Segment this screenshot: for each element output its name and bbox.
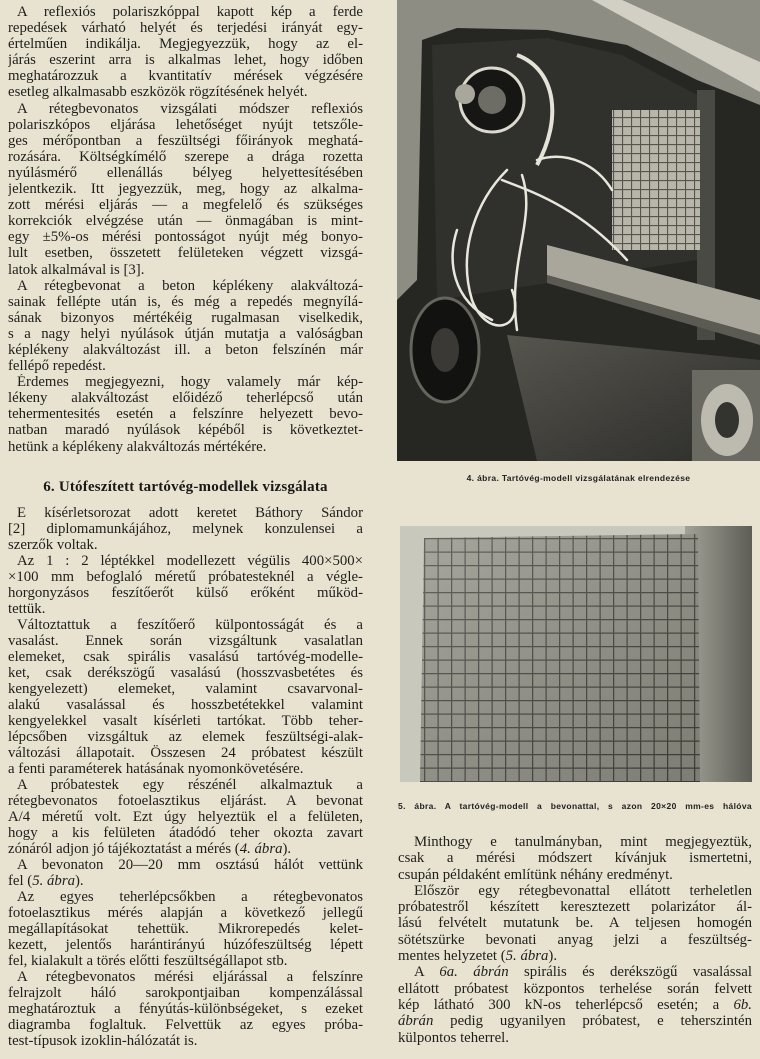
text-segment: kép látható 300 kN-os teherlépcső esetén; a (398, 996, 734, 1013)
text-line: esetleg alkalmasabb eszközök rögzítésének helyét. (8, 84, 308, 101)
text-line: test-típusok izoklin-hálózatát is. (8, 1033, 198, 1049)
paragraph (8, 889, 363, 969)
text-line: Az 1 : 2 léptékkel modellezett végülis 400×500× (17, 553, 363, 569)
text-line: A bevonaton 20—20 mm osztású hálót vettünk (17, 857, 363, 873)
text-line: vasalást. Ennek során vizsgáltunk vasalatlan (8, 633, 363, 649)
figure-reference: 4. ábra (239, 841, 283, 857)
paragraph (8, 857, 363, 889)
left-column-text-bottom (8, 505, 363, 1049)
text-line: A rétegbevonatos vizsgálati módszer reflexiós (17, 100, 363, 117)
text-line: kengyelekkel vasalt kísérleti tartókat. Több teher- (8, 713, 363, 729)
text-line (398, 964, 752, 980)
text-line: megállapításokat tehettük. Mikrorepedés kelet- (8, 921, 363, 937)
figure-5-caption: 5. ábra. A tartóvég-modell a bevonattal, s azon 20×20 mm-es hálóva (398, 801, 752, 811)
text-line: nyúlásmérő ellenállás bélyeg helyettesítésében (8, 164, 363, 181)
text-line: csupán példaként említünk néhány eredményt. (398, 866, 673, 883)
text-line: lású felvételt mutatunk be. A teljesen homogén (398, 915, 752, 932)
text-line: meghatároztuk a fényútás-különbségeket, s ezeket (8, 1001, 363, 1017)
text-line: tehermentesités esetén a felszínre helyezett bevo- (8, 406, 363, 423)
text-line: s a nagy helyi nyúlások útján mutatja a valóságban (8, 325, 363, 342)
text-line: Az egyes teherlépcsőkben a rétegbevonatos (17, 889, 363, 905)
text-line: lékeny alakváltozást előidéző teherlépcső után (8, 390, 363, 407)
text-line: kengyelezett) elemeket, valamint csavarvonal- (8, 681, 363, 697)
text-line: elemeket, csak spirális vasalású tartóvég-modelle- (8, 649, 363, 665)
test-setup-photo (397, 0, 760, 461)
text-line (8, 873, 363, 889)
paragraph (398, 883, 752, 964)
figure-4-caption: 4. ábra. Tartóvég-modell vizsgálatának elrendezése (466, 473, 691, 483)
text-line: ×100 mm befoglaló méretű próbatesteknél a végle- (8, 569, 363, 585)
text-line (398, 948, 752, 964)
text-segment: mentes helyzetet ( (398, 948, 506, 965)
text-segment: zónáról adjon jó tájékoztatást a mérés ( (8, 841, 240, 857)
text-line: Változtattuk a feszítőerő külpontosságát és a (17, 617, 363, 633)
text-line: ellátott próbatest központos terhelése során felvett (398, 980, 752, 997)
coated-model-photo (400, 526, 752, 782)
grid-shading (420, 534, 700, 782)
text-line: csak a mérési módszert kívánjuk ismertetni, (398, 850, 752, 867)
hydraulic-jack (411, 298, 479, 402)
text-line: natban maradó nyúlások képéből is következtet- (8, 422, 363, 439)
paragraph (398, 834, 752, 883)
text-line: alakú vasalással és hosszbetétekkel valamint (8, 697, 363, 713)
text-line: képlékeny alakváltozást ill. a beton felszínén már (8, 341, 363, 358)
text-line (398, 997, 752, 1013)
text-line: tettük. (8, 601, 46, 617)
text-line: egy ±5%-os mérési pontosságot nyújt még bonyo- (8, 229, 363, 246)
text-line: sainak fellépte után is, és még a repedés megnyílá- (8, 293, 363, 310)
text-line: ket, csak derékszögű vasalású (hosszvasbetétes és (8, 665, 363, 681)
text-line: A próbatestek egy részénél alkalmaztuk a (17, 777, 363, 793)
paragraph (8, 777, 363, 857)
paragraph (8, 278, 363, 375)
text-line: változási állapotait. Összesen 24 próbatest készült (8, 745, 363, 761)
text-line: A rétegbevonatos mérési eljárással a felszínre (17, 969, 363, 985)
text-line: lépcsőben vizsgáltuk az elemek feszültségi-alak- (8, 729, 363, 745)
text-line: fotoelasztikus mérés alapján a következő jellegű (8, 905, 363, 921)
text-line: kezett, jelentős harántirányú húzófeszültség lépett (8, 937, 363, 953)
text-line: Minthogy e tanulmányban, mint megjegyeztük, (414, 834, 752, 850)
paragraph (8, 969, 363, 1049)
text-line: felrajzolt háló sarokpontjaiban kompenzálással (8, 985, 363, 1001)
text-segment: A (414, 964, 440, 981)
paragraph (8, 617, 363, 777)
text-line: ges mérőpontban a feszültségi főirányok meghatá- (8, 132, 363, 149)
grid-mesh (612, 110, 700, 250)
cylinder (692, 370, 760, 461)
text-line: szerzők voltak. (8, 537, 98, 553)
text-line: korrekciók elvégzése után — önmagában is mint- (8, 213, 363, 230)
paragraph (398, 964, 752, 1045)
text-line: A/4 méretű volt. Ezt úgy helyeztük el a felületen, (8, 809, 363, 825)
text-line: jelentkezik. Itt jegyezzük, meg, hogy az alkalma- (8, 181, 363, 198)
text-segment: ). (75, 873, 84, 889)
text-segment: fel ( (8, 873, 33, 889)
text-line: fellépő repedést. (8, 358, 106, 375)
section-heading: 6. Utófeszített tartóvég-modellek vizsgálata (43, 479, 328, 495)
text-line: A rétegbevonat a beton képlékeny alakváltozá- (17, 277, 363, 294)
figure-reference: 6b. (733, 996, 752, 1013)
text-line: A reflexiós polariszkóppal kapott kép a ferde (17, 4, 363, 20)
text-line: próbatestről készített keresztezett polarizátor ál- (398, 899, 752, 916)
text-line: fel, kialakult a törés előtti feszültségállapot stb. (8, 953, 288, 969)
text-line: [2] diplomamunkájához, melynek konzulensei a (8, 521, 363, 537)
text-line: hetünk a képlékeny alakváltozás mértékére. (8, 438, 267, 455)
figure-reference: ábrán (398, 1013, 434, 1030)
text-segment: ). (548, 948, 558, 965)
text-line: járás eszerint arra is alkalmas lehet, hogy időben (8, 52, 363, 69)
text-line: külpontos teherrel. (398, 1029, 509, 1046)
left-column-text-top (8, 4, 363, 455)
text-line: horgonyzásos feszítőerőt külső erőként működ- (8, 585, 363, 601)
paragraph (8, 101, 363, 278)
paragraph (8, 4, 363, 101)
text-line: rétegbevonatos fotoelasztikus eljárást. A bevonat (8, 793, 363, 809)
text-line: sának bizonyos mértékéig rugalmasan viselkedik, (8, 309, 363, 326)
text-line: E kísérletsorozat adott keretet Báthory Sándor (17, 505, 363, 521)
figure-4-photo (397, 0, 760, 461)
text-line: latok alkalmával is [3]. (8, 261, 145, 278)
paragraph (8, 374, 363, 454)
text-line (398, 1013, 752, 1029)
text-segment: ). (282, 841, 292, 857)
figure-reference: 6a. ábrán (439, 964, 509, 981)
right-column-text (398, 834, 752, 1046)
figure-5-photo (400, 526, 752, 782)
text-line: értelműen indikálja. Megjegyezzük, hogy az el- (8, 36, 363, 53)
figure-reference: 5. ábra (32, 873, 75, 889)
paragraph (8, 505, 363, 553)
text-line: hogy a kis felületen átadódó teher okozta zavart (8, 825, 363, 841)
text-line: rozására. Költségkímélő szerepe a drága rozetta (8, 148, 363, 165)
text-segment: spirális és derékszögű vasalással (508, 964, 752, 981)
text-line: sötétszürke bevonati anyag jelzi a feszültség- (398, 931, 752, 948)
text-line: lult esetben, összetett felületeken végzett vizsgá- (8, 245, 363, 262)
text-line: a fenti paraméterek hatásának nyomonkövetésére. (8, 761, 304, 777)
text-line: zott mérési eljárás — a megfelelő és szükséges (8, 197, 363, 214)
text-line: meghatározzuk a kvantitatív mérések végzésére (8, 68, 363, 85)
text-line: repedések várható helyét és terjedési irányát egy- (8, 20, 363, 37)
text-line: Érdemes megjegyezni, hogy valamely már kép- (17, 374, 363, 391)
text-line: Először egy rétegbevonattal ellátott terheletlen (414, 882, 752, 899)
figure-reference: 5. ábra (505, 948, 549, 965)
text-segment: pedig ugyanilyen próbatest, e teherszintén (433, 1013, 752, 1030)
text-line: diagramba foglaltuk. Felvettük az egyes próba- (8, 1017, 363, 1033)
text-line (8, 841, 363, 857)
paragraph (8, 553, 363, 617)
text-line: polariszkópos eljárása lehetőséget nyújt tetszőle- (8, 116, 363, 133)
